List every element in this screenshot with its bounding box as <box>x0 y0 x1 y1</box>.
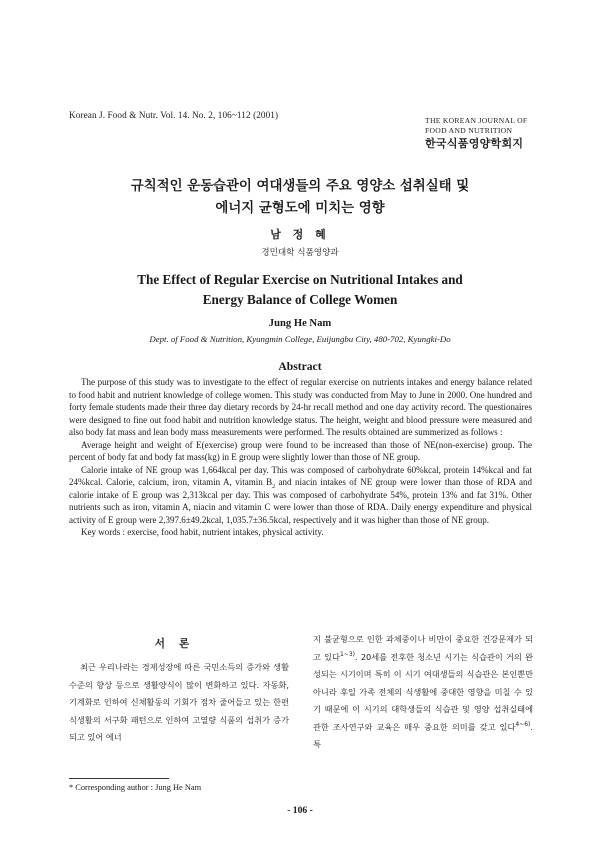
section-heading: 서론 <box>154 638 204 650</box>
abstract-text: Calorie intake of NE group was 1,664kcal per day. This was composed of carbohydrate 60%kcal, protein 14%kcal and fat 24%kcal. Calorie, calcium, iron, vitamin A, vitamin B <box>69 464 532 487</box>
body-text: . 20세를 전후한 청소년 시기는 식습관이 거의 완성되는 시기이며 특히 이 시기 여대생들의 식습관은 본인뿐만 아니라 후일 가족 전체의 식생활에 중대한 영향을 미칠 수 있기 때문에 이 시기의 대학생들의 식습관 및 영양 섭취실태에 관한 조사연구와 교육은 매우 중요한 의미를 갖고 있다 <box>313 651 533 732</box>
page-number: - 106 - <box>287 805 313 816</box>
keywords: Key words : exercise, food habit, nutrient intakes, physical activity. <box>81 527 324 537</box>
citation: Korean J. Food & Nutr. Vol. 14. No. 2, 106~112 (2001) <box>69 110 279 120</box>
left-column-text: 최근 우리나라는 경제성장에 따른 국민소득의 증가와 생활수준의 향상 등으로 생활양식이 많이 변화하고 있다. 자동화, 기계화로 인하여 신체활동의 기회가 점차 줄어들고 있는 한편 식생활의 서구화 패턴으로 인하여 고열량 식품의 섭취가 증가되고 있어 에너 <box>69 662 289 742</box>
body-text: 지 불균형으로 인한 과체중이나 비만이 중요한 건강문제가 되고 있다 <box>313 634 533 662</box>
footnote: * Corresponding author : Jung He Nam <box>69 783 202 792</box>
abstract-text: and niacin intakes of NE group were lower than those of RDA and calorie intake of E group was 2,313kcal per day. This was composed of carbohydrate 54%, protein 13% and fat 31%. Other nutrients such as iron, vitamin A, niacin and vitamin C were lower than those of RDA. Daily energy expenditure and physical activity of E group were 2,397.6±49.2kcal, 1,035.7±36.5kcal, respectively and it was higher than those of NE group. <box>69 477 533 525</box>
english-title <box>0 270 600 309</box>
right-column-text <box>313 631 533 754</box>
english-title-line1: The Effect of Regular Exercise on Nutritional Intakes and <box>137 272 463 287</box>
journal-name-line2: FOOD AND NUTRITION <box>425 126 513 135</box>
body-text: . 특 <box>313 721 533 749</box>
korean-affiliation: 경민대학 식품영양과 <box>261 248 339 258</box>
korean-title-line1: 규칙적인 운동습관이 여대생들의 주요 영양소 섭취실태 및 <box>130 179 470 194</box>
korean-title-line2: 에너지 균형도에 미치는 영향 <box>215 201 385 216</box>
abstract-paragraph <box>69 464 532 527</box>
abstract-heading: Abstract <box>278 360 322 373</box>
reference-marker: 1~3) <box>339 650 355 658</box>
korean-title <box>0 176 600 220</box>
korean-author: 남 정 혜 <box>270 228 330 241</box>
journal-name-line1: THE KOREAN JOURNAL OF <box>425 116 528 125</box>
footnote-rule <box>69 778 169 779</box>
english-title-line2: Energy Balance of College Women <box>202 291 398 307</box>
journal-masthead <box>425 116 565 151</box>
subscript: 2 <box>272 483 276 490</box>
english-affiliation: Dept. of Food & Nutrition, Kyungmin College, Euijungbu City, 480-702, Kyungki-Do <box>149 334 451 344</box>
abstract-body <box>69 376 532 539</box>
society-name: 한국식품영양학회지 <box>425 137 524 150</box>
abstract-paragraph: The purpose of this study was to investigate to the effect of regular exercise on nutrients intakes and energy balance related to food habit and nutrient knowledge of college women. This study was conducted from May to June in 2000. One hundred and forty female students made their three day dietary records by 24-hr recall method and one day activity record. The questionaires were designed to fine out food habit and nutrition knowledge status. The height, weight and blood pressure were measured and also body fat mass and lean body mass measurements were performed. The results obtained are summerized as follows : <box>69 377 532 437</box>
abstract-paragraph: Average height and weight of E(exercise) group were found to be increased than those of NE(non-exercise) group. The percent of body fat and body fat mass(kg) in E group were slightly lower than those of NE group. <box>69 439 532 462</box>
english-author: Jung He Nam <box>268 318 332 329</box>
reference-marker: 4~6) <box>515 720 531 728</box>
